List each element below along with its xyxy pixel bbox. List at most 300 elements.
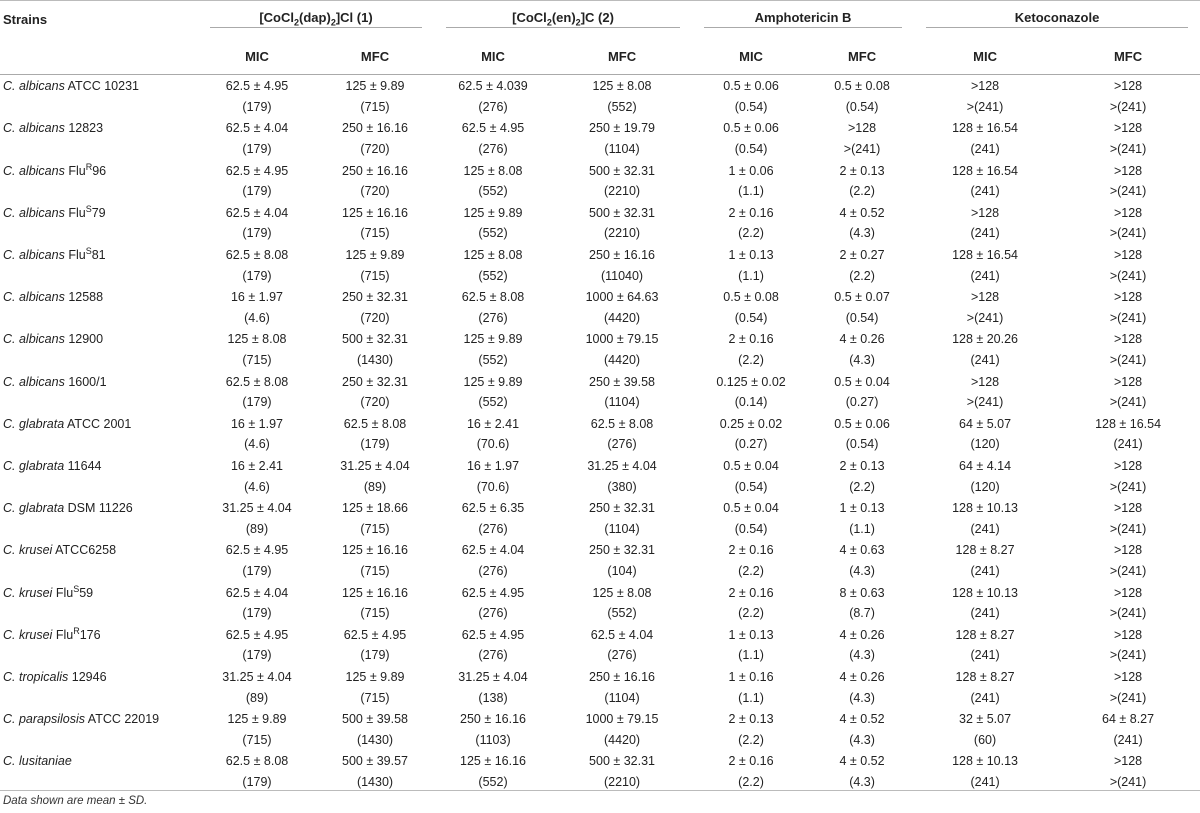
value-cell: 4 ± 0.26 — [839, 627, 885, 642]
value-cell: 125 ± 16.16 — [342, 205, 408, 220]
strain-name — [0, 413, 198, 435]
micromolar-cell: (1.1) — [849, 521, 875, 536]
mfc-header: MFC — [1056, 38, 1200, 75]
micromolar-cell: (0.27) — [845, 395, 879, 410]
mfc-header: MFC — [552, 38, 692, 75]
micromolar-cell: (4420) — [603, 353, 641, 368]
table-row — [0, 97, 1200, 118]
value-cell: 8 ± 0.63 — [839, 585, 885, 600]
value-cell: 500 ± 32.31 — [589, 754, 655, 769]
value-cell: 62.5 ± 4.95 — [343, 627, 407, 642]
value-cell: 250 ± 32.31 — [342, 374, 408, 389]
micromolar-cell: (552) — [478, 268, 508, 283]
strain-name — [0, 623, 198, 645]
mic-header: MIC — [914, 38, 1056, 75]
micromolar-cell: (0.54) — [845, 437, 879, 452]
strain-designation: 1600/1 — [68, 374, 107, 389]
blank-header — [0, 38, 198, 75]
micromolar-cell: (8.7) — [849, 606, 875, 621]
value-cell: 0.5 ± 0.06 — [723, 121, 779, 136]
micromolar-cell: (179) — [242, 99, 272, 114]
micromolar-cell: (89) — [245, 521, 269, 536]
value-cell: 16 ± 1.97 — [466, 458, 520, 473]
value-cell: >128 — [1113, 543, 1143, 558]
micromolar-cell: (4420) — [603, 732, 641, 747]
value-cell: 2 ± 0.13 — [839, 163, 885, 178]
strain-species: C. glabrata — [3, 458, 65, 473]
value-cell: 62.5 ± 8.08 — [225, 248, 289, 263]
strain-name — [0, 497, 198, 519]
value-cell: 250 ± 16.16 — [342, 163, 408, 178]
value-cell: 62.5 ± 8.08 — [343, 416, 407, 431]
micromolar-cell: (241) — [1113, 732, 1143, 747]
micromolar-cell: (2210) — [603, 226, 641, 241]
value-cell: 64 ± 4.14 — [959, 458, 1012, 473]
micromolar-cell: (1.1) — [738, 648, 764, 663]
value-cell: 128 ± 16.54 — [952, 248, 1019, 263]
micromolar-cell: (1103) — [475, 732, 511, 747]
table-row — [0, 286, 1200, 308]
value-cell: 31.25 ± 4.04 — [222, 669, 292, 684]
table-row — [0, 139, 1200, 160]
value-cell: 64 ± 5.07 — [959, 416, 1012, 431]
strain-designation: ATCC 2001 — [66, 416, 132, 431]
micromolar-cell: (720) — [360, 395, 390, 410]
table-row — [0, 159, 1200, 181]
value-cell: 0.5 ± 0.06 — [834, 416, 890, 431]
strain-species: C. glabrata — [3, 416, 65, 431]
strain-designation: 12946 — [71, 669, 107, 684]
micromolar-cell: (715) — [360, 226, 390, 241]
group-header-compound-1: $[CoCl_2(dap)_2]Cl$ (1) — [198, 0, 434, 38]
mfc-header: MFC — [316, 38, 434, 75]
micromolar-cell: (241) — [970, 142, 1000, 157]
micromolar-cell: (11040) — [600, 268, 644, 283]
value-cell: 500 ± 32.31 — [589, 205, 655, 220]
micromolar-cell: >(241) — [1109, 184, 1147, 199]
strain-species: C. albicans — [3, 163, 65, 178]
table-row — [0, 392, 1200, 413]
value-cell: 125 ± 9.89 — [463, 374, 523, 389]
micromolar-cell: >(241) — [1109, 268, 1147, 283]
strain-designation: DSM 11226 — [67, 501, 133, 516]
strain-species: C. lusitaniae — [3, 754, 72, 769]
micromolar-cell: (552) — [478, 226, 508, 241]
value-cell: 125 ± 16.16 — [460, 754, 526, 769]
value-cell: 62.5 ± 4.95 — [225, 79, 289, 94]
mic-header: MIC — [198, 38, 316, 75]
micromolar-cell: (1430) — [356, 774, 394, 789]
mic-header: MIC — [692, 38, 810, 75]
header-row-groups — [0, 0, 1200, 38]
micromolar-cell: (715) — [360, 99, 390, 114]
value-cell: 2 ± 0.13 — [839, 458, 885, 473]
table-row — [0, 666, 1200, 688]
micromolar-cell: >(241) — [1109, 690, 1147, 705]
micromolar-cell: (1104) — [604, 395, 640, 410]
table-row — [0, 518, 1200, 539]
micromolar-cell: (1104) — [604, 521, 640, 536]
micromolar-cell: >(241) — [843, 142, 881, 157]
micromolar-cell: >(241) — [1109, 648, 1147, 663]
table-row — [0, 223, 1200, 244]
strains-header: Strains — [3, 11, 48, 27]
value-cell: 2 ± 0.27 — [839, 248, 885, 263]
micromolar-cell: >(241) — [1109, 310, 1147, 325]
micromolar-cell: (4.6) — [244, 437, 270, 452]
micromolar-cell: (720) — [360, 142, 390, 157]
micromolar-cell: (241) — [970, 226, 1000, 241]
value-cell: 16 ± 2.41 — [466, 416, 520, 431]
mfc-header: MFC — [810, 38, 914, 75]
value-cell: 250 ± 16.16 — [589, 669, 655, 684]
micromolar-cell: (70.6) — [476, 437, 510, 452]
value-cell: 4 ± 0.26 — [839, 332, 885, 347]
micromolar-cell: >(241) — [1109, 142, 1147, 157]
micromolar-cell: (2.2) — [849, 184, 875, 199]
micromolar-cell: (4.3) — [849, 563, 875, 578]
micromolar-cell: (0.54) — [845, 99, 879, 114]
micromolar-cell: (0.54) — [734, 479, 768, 494]
value-cell: 1 ± 0.16 — [728, 669, 774, 684]
strain-species: C. albicans — [3, 79, 65, 94]
strain-species: C. parapsilosis — [3, 712, 85, 727]
micromolar-cell: (89) — [363, 479, 387, 494]
strain-name — [0, 328, 198, 350]
value-cell: 0.5 ± 0.08 — [723, 290, 779, 305]
strain-superscript: S — [85, 245, 92, 256]
table-row — [0, 265, 1200, 286]
value-cell: 125 ± 8.08 — [592, 585, 652, 600]
micromolar-cell: (276) — [478, 563, 508, 578]
table-row — [0, 308, 1200, 329]
micromolar-cell: (241) — [970, 268, 1000, 283]
micromolar-cell: (4.6) — [244, 310, 270, 325]
strain-designation: 12588 — [68, 290, 104, 305]
value-cell: 62.5 ± 4.039 — [458, 79, 528, 94]
strain-name — [0, 370, 198, 392]
value-cell: >128 — [847, 121, 877, 136]
group-header-compound-2: $[CoCl_2(en)_2]C$ (2) — [434, 0, 692, 38]
value-cell: 1 ± 0.13 — [839, 501, 885, 516]
blank-cell — [0, 561, 198, 582]
strain-name — [0, 539, 198, 561]
value-cell: 250 ± 32.31 — [342, 290, 408, 305]
micromolar-cell: >(241) — [966, 310, 1004, 325]
group-header-ketoconazole: Ketoconazole — [914, 0, 1200, 38]
strain-species: C. tropicalis — [3, 669, 69, 684]
value-cell: 125 ± 9.89 — [345, 669, 405, 684]
value-cell: 0.5 ± 0.04 — [834, 374, 890, 389]
micromolar-cell: (179) — [242, 774, 272, 789]
value-cell: 128 ± 16.54 — [952, 163, 1019, 178]
blank-cell — [0, 223, 198, 244]
micromolar-cell: (179) — [242, 648, 272, 663]
micromolar-cell: (2.2) — [849, 479, 875, 494]
value-cell: 125 ± 18.66 — [342, 501, 408, 516]
value-cell: 128 ± 10.13 — [952, 501, 1019, 516]
value-cell: 4 ± 0.52 — [839, 754, 885, 769]
value-cell: 250 ± 16.16 — [589, 248, 655, 263]
micromolar-cell: (715) — [360, 521, 390, 536]
value-cell: >128 — [1113, 121, 1143, 136]
value-cell: 62.5 ± 4.95 — [225, 163, 289, 178]
table-row — [0, 581, 1200, 603]
value-cell: 4 ± 0.63 — [839, 543, 885, 558]
value-cell: >128 — [1113, 205, 1143, 220]
value-cell: 31.25 ± 4.04 — [587, 458, 657, 473]
micromolar-cell: (1.1) — [738, 268, 764, 283]
micromolar-cell: >(241) — [1109, 353, 1147, 368]
value-cell: 2 ± 0.13 — [728, 712, 774, 727]
strain-designation: 12823 — [68, 121, 104, 136]
micromolar-cell: (0.54) — [734, 99, 768, 114]
micromolar-cell: (241) — [970, 774, 1000, 789]
micromolar-cell: (276) — [478, 648, 508, 663]
value-cell: 500 ± 39.58 — [342, 712, 408, 727]
micromolar-cell: (179) — [360, 437, 390, 452]
value-cell: 1 ± 0.13 — [728, 627, 774, 642]
micromolar-cell: (552) — [478, 774, 508, 789]
blank-cell — [0, 265, 198, 286]
value-cell: 0.5 ± 0.04 — [723, 458, 779, 473]
strain-number: 96 — [92, 163, 107, 178]
micromolar-cell: (2.2) — [738, 353, 764, 368]
value-cell: 62.5 ± 4.95 — [225, 627, 289, 642]
value-cell: 1000 ± 79.15 — [585, 712, 659, 727]
value-cell: 16 ± 2.41 — [230, 458, 284, 473]
micromolar-cell: (4420) — [603, 310, 641, 325]
strain-designation: 12900 — [68, 332, 104, 347]
value-cell: 62.5 ± 4.04 — [461, 543, 525, 558]
micromolar-cell: (138) — [478, 690, 508, 705]
table-row — [0, 328, 1200, 350]
micromolar-cell: (715) — [360, 606, 390, 621]
blank-cell — [0, 181, 198, 202]
value-cell: >128 — [1113, 754, 1143, 769]
micromolar-cell: (1.1) — [738, 690, 764, 705]
table-row — [0, 75, 1200, 97]
table-row — [0, 750, 1200, 772]
table-row — [0, 497, 1200, 519]
value-cell: >128 — [1113, 585, 1143, 600]
strain-superscript: R — [85, 161, 93, 172]
table-body — [0, 75, 1200, 793]
value-cell: 31.25 ± 4.04 — [458, 669, 528, 684]
table-footnote: Data shown are mean ± SD. — [3, 795, 148, 807]
strain-name — [0, 286, 198, 308]
micromolar-cell: (2210) — [603, 774, 641, 789]
table-row — [0, 539, 1200, 561]
micromolar-cell: (276) — [478, 310, 508, 325]
micromolar-cell: (276) — [478, 606, 508, 621]
micromolar-cell: >(241) — [1109, 479, 1147, 494]
value-cell: 16 ± 1.97 — [230, 290, 284, 305]
strain-species: C. albicans — [3, 121, 65, 136]
value-cell: 62.5 ± 8.08 — [461, 290, 525, 305]
value-cell: >128 — [970, 79, 1000, 94]
value-cell: 500 ± 32.31 — [589, 163, 655, 178]
value-cell: 125 ± 8.08 — [592, 79, 652, 94]
micromolar-cell: (715) — [360, 690, 390, 705]
micromolar-cell: (552) — [478, 395, 508, 410]
table-row — [0, 687, 1200, 708]
micromolar-cell: (70.6) — [476, 479, 510, 494]
value-cell: 0.5 ± 0.06 — [723, 79, 779, 94]
table-row — [0, 623, 1200, 645]
bottom-rule — [0, 790, 1200, 791]
micromolar-cell: (60) — [973, 732, 997, 747]
value-cell: 62.5 ± 4.04 — [225, 121, 289, 136]
micromolar-cell: (2.2) — [738, 606, 764, 621]
micromolar-cell: (179) — [242, 563, 272, 578]
micromolar-cell: (0.54) — [734, 521, 768, 536]
strain-designation: 11644 — [67, 458, 102, 473]
micromolar-cell: (241) — [1113, 437, 1143, 452]
value-cell: >128 — [1113, 627, 1143, 642]
micromolar-cell: (552) — [478, 353, 508, 368]
value-cell: >128 — [1113, 163, 1143, 178]
value-cell: 2 ± 0.16 — [728, 332, 774, 347]
micromolar-cell: (715) — [360, 268, 390, 283]
micromolar-cell: (179) — [242, 226, 272, 241]
value-cell: >128 — [1113, 290, 1143, 305]
micromolar-cell: >(241) — [1109, 563, 1147, 578]
blank-cell — [0, 518, 198, 539]
header-row-measures — [0, 38, 1200, 75]
micromolar-cell: (241) — [970, 563, 1000, 578]
micromolar-cell: (0.54) — [845, 310, 879, 325]
micromolar-cell: (276) — [478, 521, 508, 536]
strain-number: 59 — [79, 585, 94, 600]
table-row — [0, 413, 1200, 435]
micromolar-cell: (715) — [360, 563, 390, 578]
strain-number: 79 — [91, 205, 106, 220]
micromolar-cell: >(241) — [966, 395, 1004, 410]
micromolar-cell: (1104) — [604, 142, 640, 157]
micromolar-cell: (241) — [970, 521, 1000, 536]
micromolar-cell: (4.3) — [849, 353, 875, 368]
micromolar-cell: (552) — [607, 99, 637, 114]
table-row — [0, 476, 1200, 497]
value-cell: >128 — [1113, 669, 1143, 684]
value-cell: 250 ± 32.31 — [589, 543, 655, 558]
micromolar-cell: >(241) — [1109, 774, 1147, 789]
value-cell: 0.125 ± 0.02 — [716, 374, 786, 389]
table-row — [0, 708, 1200, 730]
top-rule — [0, 0, 1200, 1]
micromolar-cell: (380) — [607, 479, 637, 494]
table-row — [0, 455, 1200, 477]
micromolar-cell: (715) — [242, 732, 272, 747]
micromolar-cell: (89) — [245, 690, 269, 705]
value-cell: >128 — [1113, 79, 1143, 94]
value-cell: 2 ± 0.16 — [728, 585, 774, 600]
micromolar-cell: (241) — [970, 648, 1000, 663]
value-cell: 4 ± 0.52 — [839, 205, 885, 220]
value-cell: 31.25 ± 4.04 — [222, 501, 292, 516]
micromolar-cell: (720) — [360, 184, 390, 199]
micromolar-cell: (720) — [360, 310, 390, 325]
micromolar-cell: >(241) — [1109, 606, 1147, 621]
micromolar-cell: (276) — [607, 648, 637, 663]
strain-species: C. albicans — [3, 205, 65, 220]
micromolar-cell: (179) — [242, 395, 272, 410]
micromolar-cell: (1430) — [356, 732, 394, 747]
strain-species: C. krusei — [3, 585, 53, 600]
strain-designation: Flu — [55, 627, 74, 642]
micromolar-cell: (0.54) — [734, 310, 768, 325]
value-cell: 128 ± 16.54 — [1095, 416, 1162, 431]
table-row — [0, 645, 1200, 666]
micromolar-cell: (0.54) — [734, 142, 768, 157]
micromolar-cell: (4.3) — [849, 732, 875, 747]
mic-header: MIC — [434, 38, 552, 75]
micromolar-cell: (179) — [360, 648, 390, 663]
strain-designation: Flu — [68, 248, 86, 263]
value-cell: 16 ± 1.97 — [230, 416, 284, 431]
blank-cell — [0, 434, 198, 455]
value-cell: 64 ± 8.27 — [1102, 712, 1155, 727]
strain-designation: Flu — [55, 585, 74, 600]
table-row — [0, 181, 1200, 202]
value-cell: 250 ± 16.16 — [342, 121, 408, 136]
value-cell: 62.5 ± 4.95 — [225, 543, 289, 558]
value-cell: 0.5 ± 0.08 — [834, 79, 890, 94]
micromolar-cell: (2.2) — [738, 226, 764, 241]
value-cell: 4 ± 0.26 — [839, 669, 885, 684]
micromolar-cell: (2.2) — [849, 268, 875, 283]
value-cell: 1 ± 0.13 — [728, 248, 774, 263]
value-cell: 128 ± 16.54 — [952, 121, 1019, 136]
value-cell: 128 ± 10.13 — [952, 585, 1019, 600]
value-cell: 0.5 ± 0.07 — [834, 290, 890, 305]
blank-cell — [0, 350, 198, 371]
value-cell: 0.25 ± 0.02 — [719, 416, 783, 431]
micromolar-cell: >(241) — [966, 99, 1004, 114]
micromolar-cell: (104) — [607, 563, 637, 578]
value-cell: 128 ± 8.27 — [955, 669, 1015, 684]
value-cell: >128 — [970, 205, 1000, 220]
micromolar-cell: >(241) — [1109, 99, 1147, 114]
strain-species: C. albicans — [3, 374, 65, 389]
value-cell: 125 ± 8.08 — [227, 332, 287, 347]
value-cell: 128 ± 8.27 — [955, 627, 1015, 642]
strain-name — [0, 666, 198, 688]
value-cell: 2 ± 0.16 — [728, 205, 774, 220]
micromolar-cell: (1430) — [356, 353, 394, 368]
table-row — [0, 561, 1200, 582]
value-cell: >128 — [1113, 332, 1143, 347]
micromolar-cell: (4.3) — [849, 690, 875, 705]
strain-species: C. krusei — [3, 543, 53, 558]
strain-designation: Flu — [68, 163, 86, 178]
micromolar-cell: (276) — [478, 99, 508, 114]
value-cell: >128 — [1113, 248, 1143, 263]
value-cell: >128 — [1113, 458, 1143, 473]
blank-cell — [0, 603, 198, 624]
value-cell: 128 ± 8.27 — [955, 543, 1015, 558]
micromolar-cell: (552) — [607, 606, 637, 621]
strain-number: 81 — [91, 248, 106, 263]
value-cell: 62.5 ± 4.95 — [461, 585, 525, 600]
value-cell: 1 ± 0.06 — [728, 163, 774, 178]
strain-designation: Flu — [68, 205, 86, 220]
value-cell: 125 ± 8.08 — [463, 163, 523, 178]
strain-superscript: R — [73, 625, 80, 636]
micromolar-cell: (120) — [970, 437, 1000, 452]
value-cell: 62.5 ± 4.04 — [225, 205, 289, 220]
